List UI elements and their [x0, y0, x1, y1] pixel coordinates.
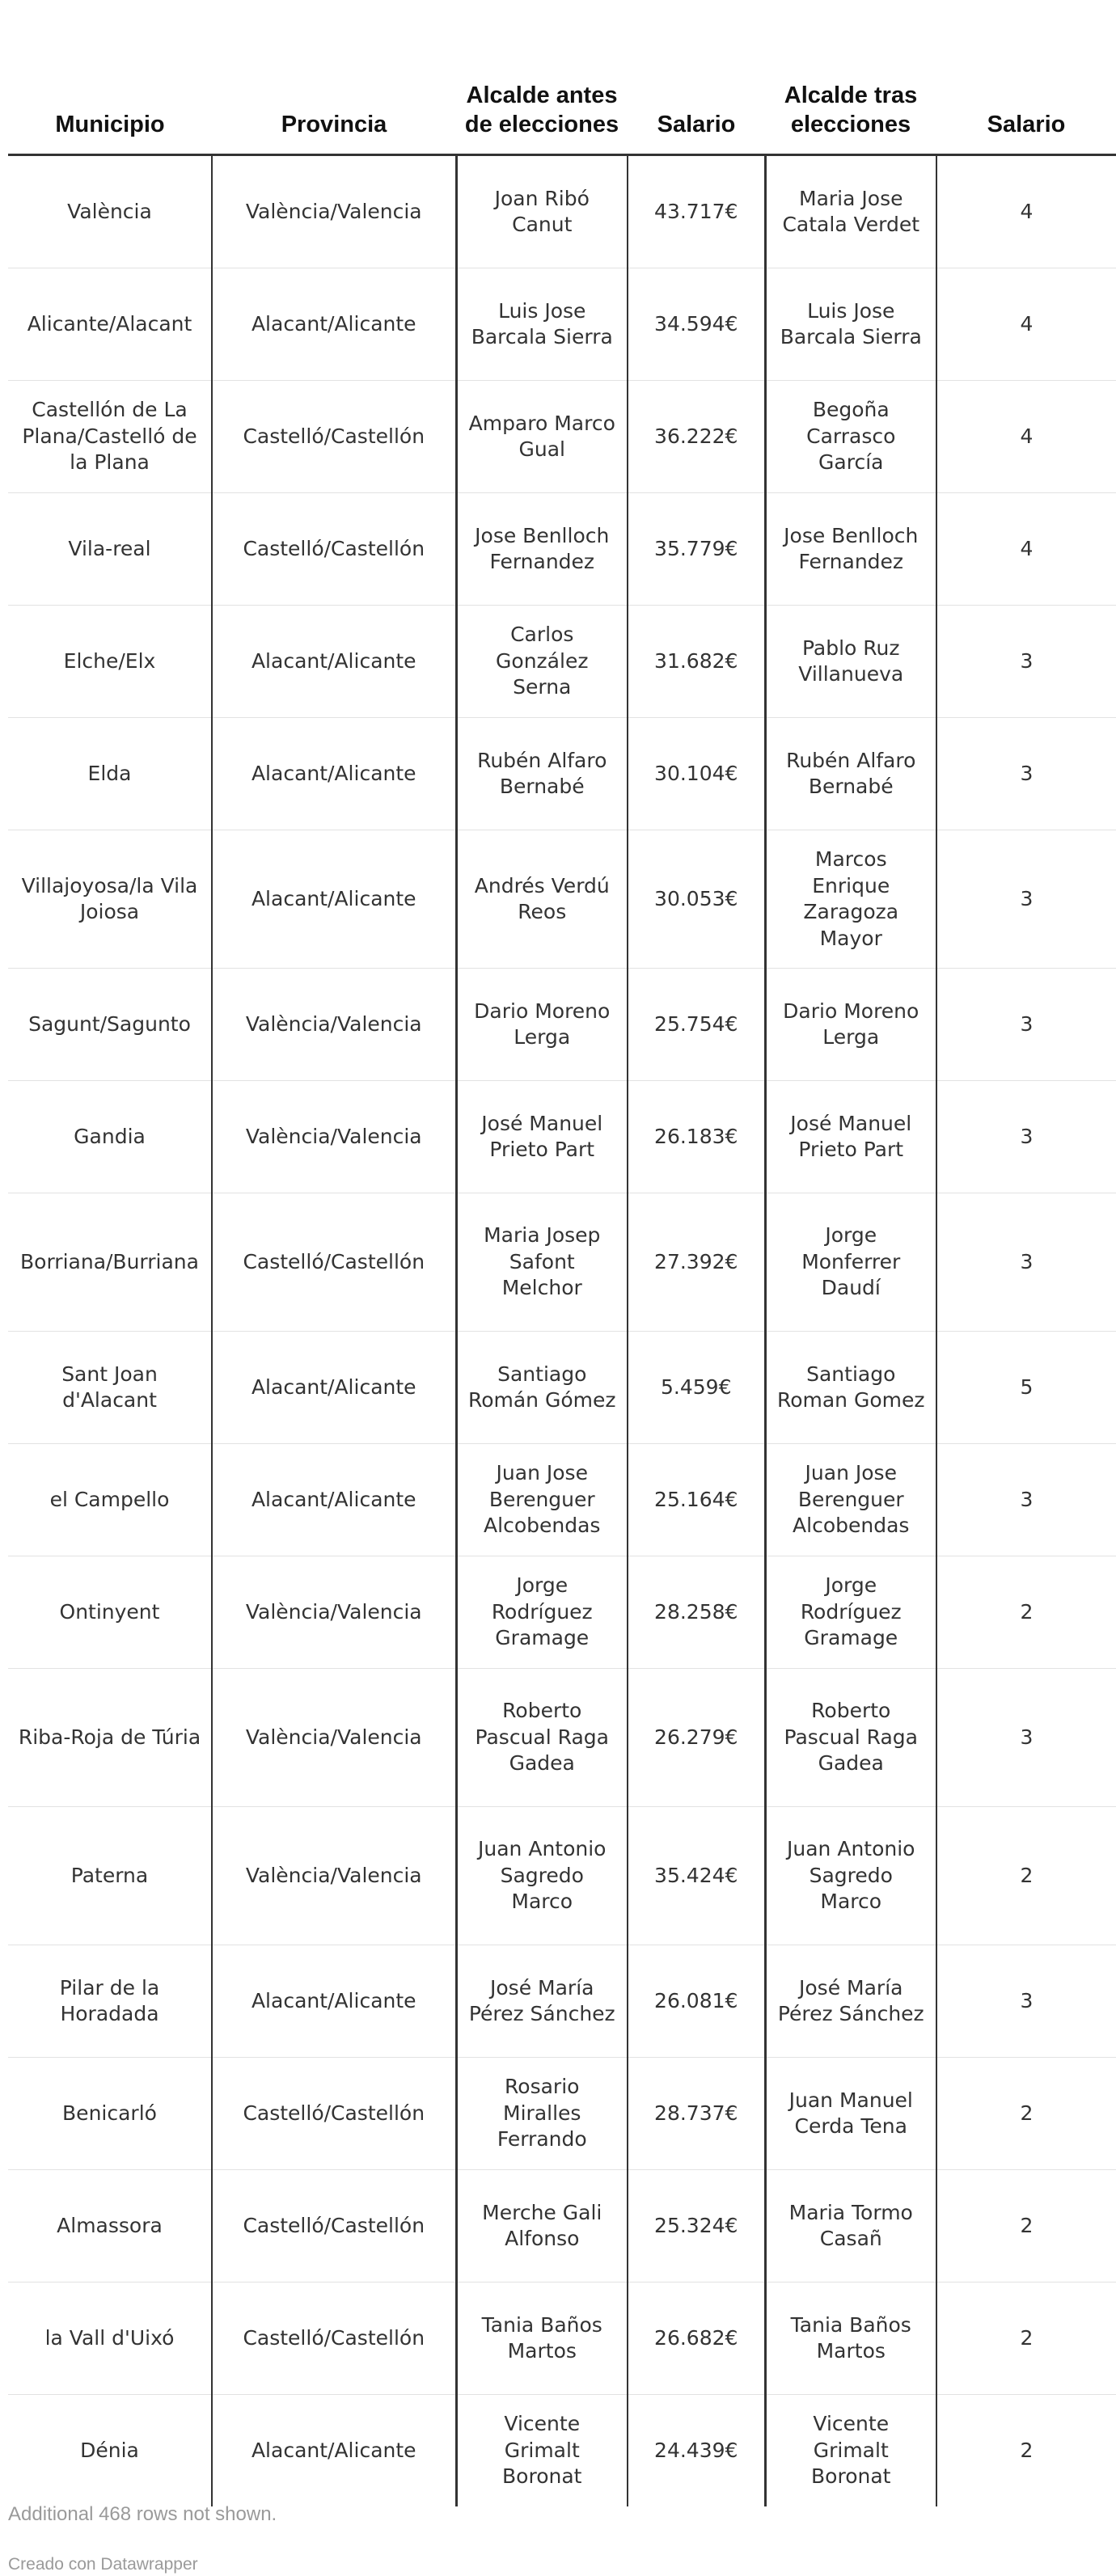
cell-provincia: Alacant/Alicante	[212, 718, 456, 830]
cell-municipio: Ontinyent	[8, 1556, 212, 1669]
cell-provincia: València/Valencia	[212, 1081, 456, 1193]
cell-provincia: València/Valencia	[212, 1807, 456, 1945]
cell-provincia: Alacant/Alicante	[212, 2395, 456, 2507]
cell-municipio: Gandia	[8, 1081, 212, 1193]
cell-salario-tras: 3	[936, 718, 1116, 830]
cell-provincia: Alacant/Alicante	[212, 606, 456, 718]
cell-alcalde-antes: Dario Moreno Lerga	[456, 969, 628, 1081]
cell-salario-antes: 5.459€	[628, 1332, 765, 1444]
cell-salario-tras: 4	[936, 268, 1116, 381]
cell-municipio: Paterna	[8, 1807, 212, 1945]
cell-salario-tras: 2	[936, 1807, 1116, 1945]
cell-alcalde-tras: José Manuel Prieto Part	[765, 1081, 936, 1193]
cell-alcalde-antes: Jose Benlloch Fernandez	[456, 493, 628, 606]
cell-provincia: Castelló/Castellón	[212, 2283, 456, 2395]
cell-provincia: Alacant/Alicante	[212, 268, 456, 381]
cell-municipio: Elche/Elx	[8, 606, 212, 718]
table-viewport	[8, 0, 1066, 2490]
cell-provincia: Alacant/Alicante	[212, 830, 456, 969]
cell-salario-antes: 25.754€	[628, 969, 765, 1081]
cell-salario-tras: 5	[936, 1332, 1116, 1444]
cell-salario-tras: 3	[936, 1193, 1116, 1332]
cell-salario-tras: 3	[936, 1444, 1116, 1556]
cell-salario-antes: 35.779€	[628, 493, 765, 606]
cell-salario-antes: 26.279€	[628, 1669, 765, 1807]
cell-alcalde-tras: Vicente Grimalt Boronat	[765, 2395, 936, 2507]
cell-alcalde-tras: Tania Baños Martos	[765, 2283, 936, 2395]
cell-alcalde-tras: Luis Jose Barcala Sierra	[765, 268, 936, 381]
cell-provincia: València/Valencia	[212, 155, 456, 268]
table-row	[8, 830, 1116, 969]
cell-municipio: Borriana/Burriana	[8, 1193, 212, 1332]
cell-salario-antes: 26.682€	[628, 2283, 765, 2395]
cell-alcalde-tras: Juan Jose Berenguer Alcobendas	[765, 1444, 936, 1556]
cell-alcalde-antes: Rubén Alfaro Bernabé	[456, 718, 628, 830]
cell-salario-tras: 2	[936, 2058, 1116, 2170]
cell-municipio: Sagunt/Sagunto	[8, 969, 212, 1081]
table-row	[8, 493, 1116, 606]
cell-municipio: València	[8, 155, 212, 268]
cell-alcalde-antes: Juan Antonio Sagredo Marco	[456, 1807, 628, 1945]
cell-alcalde-antes: Roberto Pascual Raga Gadea	[456, 1669, 628, 1807]
cell-alcalde-antes: Andrés Verdú Reos	[456, 830, 628, 969]
cell-municipio: Villajoyosa/la Vila Joiosa	[8, 830, 212, 969]
cell-alcalde-antes: Maria Josep Safont Melchor	[456, 1193, 628, 1332]
table-body	[8, 155, 1116, 2507]
cell-municipio: Almassora	[8, 2170, 212, 2283]
column-header-provincia[interactable]: Provincia	[212, 0, 456, 155]
cell-municipio: la Vall d'Uixó	[8, 2283, 212, 2395]
cell-salario-antes: 36.222€	[628, 381, 765, 493]
cell-provincia: Alacant/Alicante	[212, 1332, 456, 1444]
cell-salario-antes: 26.183€	[628, 1081, 765, 1193]
cell-alcalde-antes: Jorge Rodríguez Gramage	[456, 1556, 628, 1669]
cell-salario-antes: 28.737€	[628, 2058, 765, 2170]
table-row	[8, 1081, 1116, 1193]
table-row	[8, 2170, 1116, 2283]
cell-provincia: València/Valencia	[212, 969, 456, 1081]
cell-salario-antes: 28.258€	[628, 1556, 765, 1669]
cell-salario-antes: 27.392€	[628, 1193, 765, 1332]
cell-alcalde-antes: Luis Jose Barcala Sierra	[456, 268, 628, 381]
cell-salario-tras: 3	[936, 1081, 1116, 1193]
cell-alcalde-antes: Merche Gali Alfonso	[456, 2170, 628, 2283]
cell-alcalde-tras: Begoña Carrasco García	[765, 381, 936, 493]
cell-municipio: Vila-real	[8, 493, 212, 606]
cell-alcalde-antes: Amparo Marco Gual	[456, 381, 628, 493]
cell-municipio: Dénia	[80, 2438, 139, 2462]
cell-salario-antes: 30.053€	[628, 830, 765, 969]
cell-salario-tras: 4	[936, 155, 1116, 268]
column-header-salario-tras[interactable]: Salario	[936, 0, 1116, 155]
cell-alcalde-antes: José María Pérez Sánchez	[456, 1945, 628, 2058]
cell-provincia: Castelló/Castellón	[212, 381, 456, 493]
cell-salario-antes: 24.439€	[628, 2395, 765, 2507]
cell-alcalde-antes: Tania Baños Martos	[456, 2283, 628, 2395]
cell-alcalde-tras: Maria Tormo Casañ	[765, 2170, 936, 2283]
table-row	[8, 1669, 1116, 1807]
cell-municipio: Castellón de La Plana/Castelló de la Plana	[8, 381, 212, 493]
cell-alcalde-antes: Rosario Miralles Ferrando	[456, 2058, 628, 2170]
table-row	[8, 155, 1116, 268]
cell-municipio: Elda	[8, 718, 212, 830]
cell-alcalde-tras: Jorge Monferrer Daudí	[765, 1193, 936, 1332]
cell-provincia: Castelló/Castellón	[212, 2170, 456, 2283]
credit-link[interactable]: Creado con Datawrapper	[8, 2555, 198, 2574]
table-row	[8, 1444, 1116, 1556]
cell-provincia: València/Valencia	[212, 1556, 456, 1669]
cell-provincia: Alacant/Alicante	[212, 1444, 456, 1556]
cell-alcalde-tras: Roberto Pascual Raga Gadea	[765, 1669, 936, 1807]
table-row	[8, 381, 1116, 493]
cell-alcalde-antes: Joan Ribó Canut	[456, 155, 628, 268]
cell-provincia: Castelló/Castellón	[212, 1193, 456, 1332]
table-row	[8, 1193, 1116, 1332]
cell-salario-antes: 35.424€	[628, 1807, 765, 1945]
cell-salario-tras: 2	[936, 2283, 1116, 2395]
cell-salario-antes: 43.717€	[628, 155, 765, 268]
table-row	[8, 969, 1116, 1081]
cell-salario-tras: 3	[936, 1945, 1116, 2058]
cell-salario-antes: 31.682€	[628, 606, 765, 718]
column-header-alcalde-tras[interactable]: Alcalde tras elecciones	[765, 0, 936, 155]
cell-salario-tras: 2	[936, 2170, 1116, 2283]
cell-salario-tras: 3	[936, 830, 1116, 969]
cell-alcalde-tras: Jorge Rodríguez Gramage	[765, 1556, 936, 1669]
table-row	[8, 1332, 1116, 1444]
table-row	[8, 1945, 1116, 2058]
cell-municipio: Alicante/Alacant	[8, 268, 212, 381]
cell-municipio: el Campello	[8, 1444, 212, 1556]
cell-salario-tras: 4	[936, 381, 1116, 493]
cell-salario-antes: 25.164€	[628, 1444, 765, 1556]
cell-salario-tras: 3	[936, 606, 1116, 718]
cell-salario-antes: 30.104€	[628, 718, 765, 830]
table-row	[8, 2395, 1116, 2507]
table-row	[8, 2283, 1116, 2395]
cell-municipio: Benicarló	[8, 2058, 212, 2170]
cell-alcalde-antes: José Manuel Prieto Part	[456, 1081, 628, 1193]
table-row	[8, 718, 1116, 830]
column-header-municipio[interactable]: Municipio	[8, 0, 212, 155]
cell-salario-tras: 3	[936, 969, 1116, 1081]
cell-alcalde-antes: Carlos González Serna	[456, 606, 628, 718]
cell-alcalde-antes: Vicente Grimalt Boronat	[456, 2395, 628, 2507]
cell-salario-tras: 3	[936, 1669, 1116, 1807]
cell-salario-antes: 25.324€	[628, 2170, 765, 2283]
cell-salario-tras: 2	[936, 2395, 1116, 2507]
cell-alcalde-tras: Marcos Enrique Zaragoza Mayor	[765, 830, 936, 969]
cell-municipio: Sant Joan d'Alacant	[8, 1332, 212, 1444]
column-header-alcalde-antes[interactable]: Alcalde antes de elecciones	[456, 0, 628, 155]
cell-salario-tras: 2	[936, 1556, 1116, 1669]
cell-alcalde-tras: José María Pérez Sánchez	[765, 1945, 936, 2058]
cell-alcalde-antes: Santiago Román Gómez	[456, 1332, 628, 1444]
cell-provincia: Castelló/Castellón	[212, 493, 456, 606]
cell-alcalde-tras: Rubén Alfaro Bernabé	[765, 718, 936, 830]
cell-salario-tras: 4	[936, 493, 1116, 606]
cell-municipio: Pilar de la Horadada	[8, 1945, 212, 2058]
table-header	[8, 0, 1116, 155]
cell-provincia: València/Valencia	[212, 1669, 456, 1807]
rows-not-shown-note: Additional 468 rows not shown.	[8, 2503, 277, 2525]
cell-alcalde-tras: Maria Jose Catala Verdet	[765, 155, 936, 268]
column-header-salario-antes[interactable]: Salario	[628, 0, 765, 155]
cell-alcalde-tras: Juan Manuel Cerda Tena	[765, 2058, 936, 2170]
cell-alcalde-tras: Dario Moreno Lerga	[765, 969, 936, 1081]
table-row	[8, 1556, 1116, 1669]
cell-alcalde-tras: Santiago Roman Gomez	[765, 1332, 936, 1444]
cell-alcalde-tras: Pablo Ruz Villanueva	[765, 606, 936, 718]
cell-municipio: Riba-Roja de Túria	[8, 1669, 212, 1807]
cell-alcalde-tras: Jose Benlloch Fernandez	[765, 493, 936, 606]
table-row	[8, 2058, 1116, 2170]
table-row	[8, 268, 1116, 381]
cell-alcalde-tras: Juan Antonio Sagredo Marco	[765, 1807, 936, 1945]
cell-provincia: Castelló/Castellón	[212, 2058, 456, 2170]
cell-salario-antes: 26.081€	[628, 1945, 765, 2058]
table-row	[8, 606, 1116, 718]
table-row	[8, 1807, 1116, 1945]
data-table	[8, 0, 1116, 2506]
cell-alcalde-antes: Juan Jose Berenguer Alcobendas	[456, 1444, 628, 1556]
cell-provincia: Alacant/Alicante	[212, 1945, 456, 2058]
cell-salario-antes: 34.594€	[628, 268, 765, 381]
